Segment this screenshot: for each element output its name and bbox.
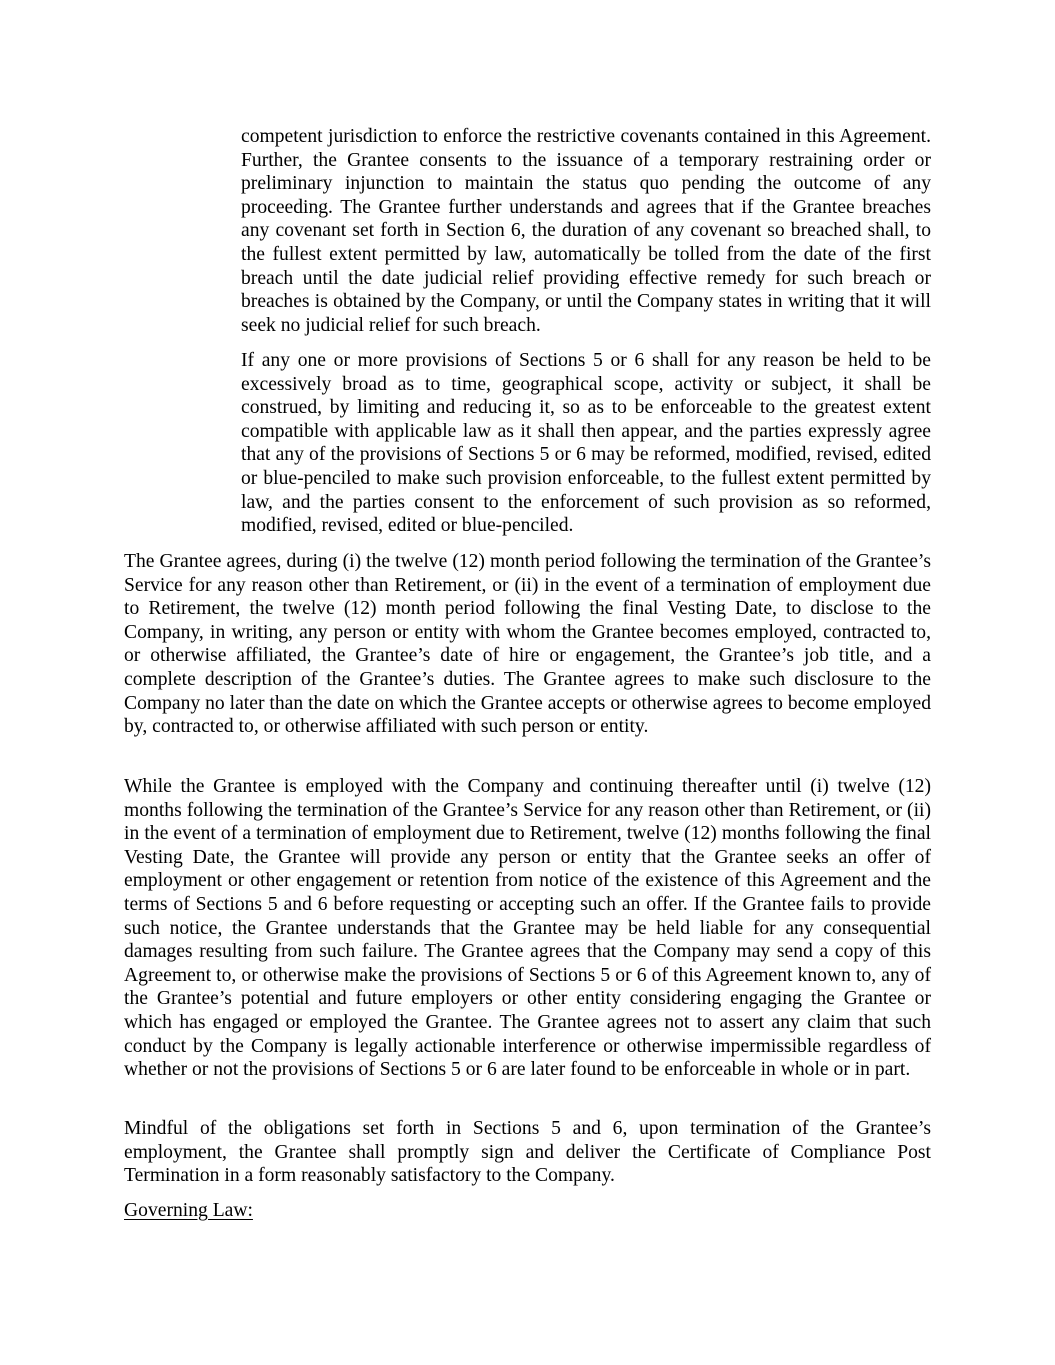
section-heading-governing-law: Governing Law: [124,1200,253,1221]
paragraph-tolling-covenants: competent jurisdiction to enforce the restrictive covenants contained in this Agreement. Further, the Grantee consents to the issuance of a temporary restraining order or preliminary injunction to maintain the status quo pending the outcome of any proceeding. The Grantee further understands and agrees that if the Grantee breaches any covenant set forth in Section 6, the duration of any covenant so breached shall, to the fullest extent permitted by law, automatically be tolled from the date of the first breach until the date judicial relief providing effective remedy for such breach or breaches is obtained by the Company, or until the Company states in writing that it will seek no judicial relief for such breach. [241,126,931,336]
paragraph-blue-pencil-reformation: If any one or more provisions of Sections 5 or 6 shall for any reason be held to be excessively broad as to time, geographical scope, activity or subject, it shall be construed, by limiting and reducing it, so as to be enforceable to the greatest extent compatible with applicable law as it shall then appear, and the parties expressly agree that any of the provisions of Sections 5 or 6 may be reformed, modified, revised, edited or blue-penciled to make such provision enforceable, to the fullest extent permitted by law, and the parties consent to the enforcement of such provision as so reformed, modified, revised, edited or blue-penciled. [241,350,931,537]
paragraph-disclosure-obligation: The Grantee agrees, during (i) the twelve (12) month period following the termination of the Grantee’s Service for any reason other than Retirement, or (ii) in the event of a termination of employment due to Retirement, the twelve (12) month period following the final Vesting Date, to disclose to the Company, in writing, any person or entity with whom the Grantee becomes employed, contracted to, or otherwise affiliated, the Grantee’s date of hire or engagement, the Grantee’s job title, and a complete description of the Grantee’s duties. The Grantee agrees to make such disclosure to the Company no later than the date on which the Grantee accepts or otherwise agrees to become employed by, contracted to, or otherwise affiliated with such person or entity. [124,551,931,738]
paragraph-notice-to-employers: While the Grantee is employed with the Company and continuing thereafter until (i) twelve (12) months following the termination of the Grantee’s Service for any reason other than Retirement, or (ii) in the event of a termination of employment due to Retirement, twelve (12) months following the final Vesting Date, the Grantee will provide any person or entity that the Grantee seeks an offer of employment or other engagement or retention from notice of the existence of this Agreement and the terms of Sections 5 and 6 before requesting or accepting such an offer. If the Grantee fails to provide such notice, the Grantee understands that the Grantee may be held liable for any consequential damages resulting from such failure. The Grantee agrees that the Company may send a copy of this Agreement to, or otherwise make the provisions of Sections 5 or 6 of this Agreement known to, any of the Grantee’s potential and future employers or other entity considering engaging the Grantee or which has engaged or employed the Grantee. The Grantee agrees not to assert any claim that such conduct by the Company is legally actionable interference or otherwise impermissible regardless of whether or not the provisions of Sections 5 or 6 are later found to be enforceable in whole or in part. [124,776,931,1081]
paragraph-certificate-of-compliance: Mindful of the obligations set forth in Sections 5 and 6, upon termination of the Grantee’s employment, the Grantee shall promptly sign and deliver the Certificate of Compliance Post Termination in a form reasonably satisfactory to the Company. [124,1118,931,1187]
